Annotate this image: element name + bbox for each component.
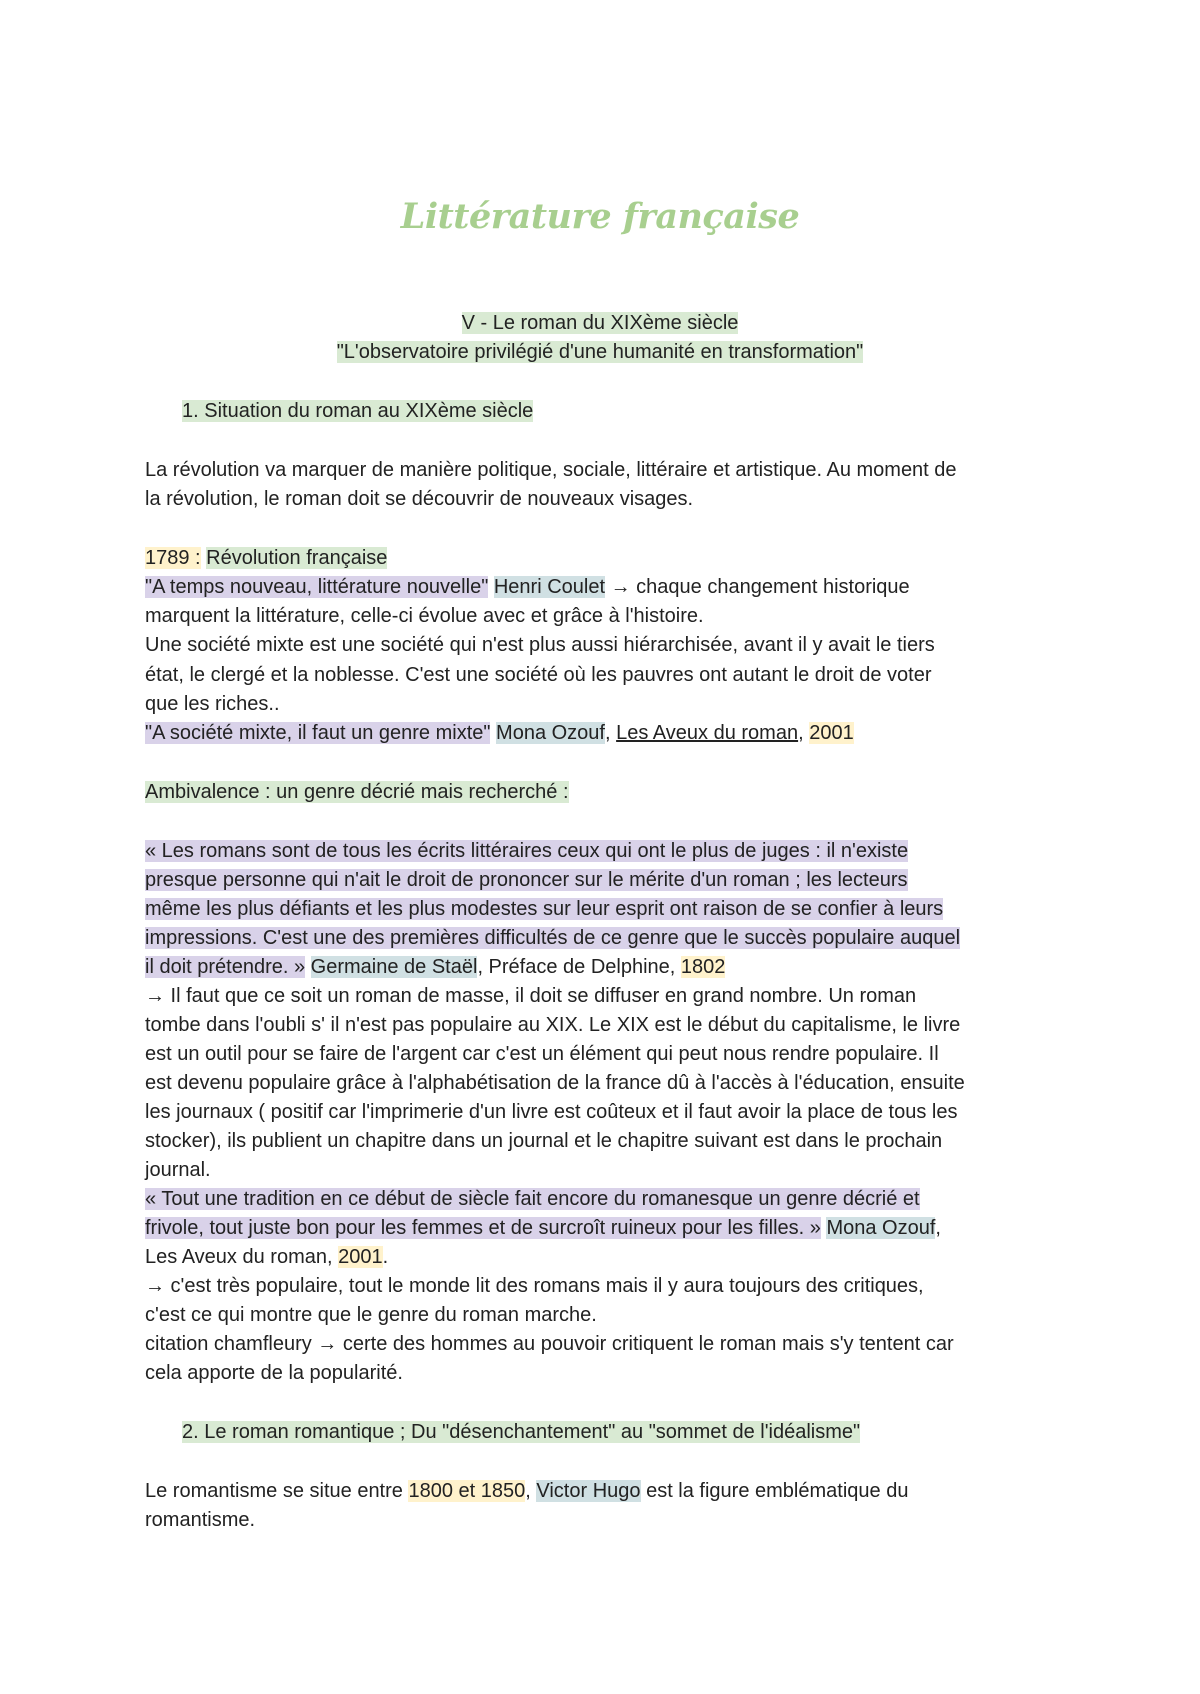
event-highlight: Révolution française (206, 547, 388, 569)
year-highlight: 2001 (338, 1246, 383, 1268)
quote-stael-line-4: impressions. C'est une des premières difficultés de ce genre que le succès populaire auquel (145, 927, 961, 949)
masse-line-7: journal. (145, 1159, 211, 1181)
ambivalence-heading: Ambivalence : un genre décrié mais recherché : (145, 781, 569, 803)
popular-line-3: citation chamfleury → certe des hommes au pouvoir critiquent le roman mais s'y tentent car (145, 1333, 954, 1355)
year-highlight: 1802 (680, 956, 726, 978)
quote-stael-line-1: « Les romans sont de tous les écrits littéraires ceux qui ont le plus de juges : il n'existe (145, 840, 909, 862)
year-highlight: 2001 (809, 722, 854, 744)
popular-line-2: c'est ce qui montre que le genre du roman marche. (145, 1304, 597, 1326)
masse-line-1: → Il faut que ce soit un roman de masse, il doit se diffuser en grand nombre. Un roman (145, 985, 917, 1007)
author-highlight: Mona Ozouf (826, 1217, 936, 1239)
mixte-line-2: état, le clergé et la noblesse. C'est une société où les pauvres ont autant le droit de voter (145, 664, 932, 686)
dates-highlight: 1800 et 1850 (408, 1480, 526, 1502)
quote-coulet-continuation: marquent la littérature, celle-ci évolue avec et grâce à l'histoire. (145, 605, 704, 627)
page-title: Littérature française (400, 196, 800, 237)
quote-stael-line-5: il doit prétendre. » Germaine de Staël, Préface de Delphine, 1802 (145, 956, 726, 978)
section-2-heading: 2. Le roman romantique ; Du "désenchantement" au "sommet de l'idéalisme" (182, 1421, 861, 1443)
masse-line-3: est un outil pour se faire de l'argent car c'est un élément qui peut nous rendre populaire. Il (145, 1043, 939, 1065)
masse-line-5: les journaux ( positif car l'imprimerie d'un livre est coûteux et il faut avoir la place de tous les (145, 1101, 958, 1123)
intro-line-1: La révolution va marquer de manière politique, sociale, littéraire et artistique. Au moment de (145, 459, 957, 481)
quote-highlight: "A temps nouveau, littérature nouvelle" (145, 576, 489, 598)
quote-stael-line-2: presque personne qui n'ait le droit de prononcer sur le mérite d'un roman ; les lecteurs (145, 869, 908, 891)
chapter-heading: V - Le roman du XIXème siècle (461, 312, 739, 334)
romantisme-line-1: Le romantisme se situe entre 1800 et 1850, Victor Hugo est la figure emblématique du (145, 1480, 909, 1502)
revolution-date-line (145, 544, 387, 573)
mixte-line-1: Une société mixte est une société qui n'est plus aussi hiérarchisée, avant il y avait le tiers (145, 634, 935, 656)
popular-line-1: → c'est très populaire, tout le monde lit des romans mais il y aura toujours des critiques, (145, 1275, 924, 1297)
date-highlight: 1789 : (145, 547, 201, 569)
romantisme-line-2: romantisme. (145, 1509, 256, 1531)
intro-line-2: la révolution, le roman doit se découvrir de nouveaux visages. (145, 488, 694, 510)
section-1-heading: 1. Situation du roman au XIXème siècle (182, 400, 534, 422)
popular-line-4: cela apporte de la popularité. (145, 1362, 403, 1384)
masse-line-4: est devenu populaire grâce à l'alphabétisation de la france dû à l'accès à l'éducation, ensuite (145, 1072, 965, 1094)
work-title: Les Aveux du roman (616, 722, 799, 744)
quote-ozouf-line: "A société mixte, il faut un genre mixte" Mona Ozouf, Les Aveux du roman, 2001 (145, 722, 854, 744)
author-highlight: Germaine de Staël (310, 956, 478, 978)
chapter-subtitle: "L'observatoire privilégié d'une humanité en transformation" (336, 341, 864, 363)
author-highlight: Mona Ozouf (496, 722, 605, 744)
masse-line-2: tombe dans l'oubli s' il n'est pas populaire au XIX. Le XIX est le début du capitalisme, le livre (145, 1014, 961, 1036)
quote-highlight: "A société mixte, il faut un genre mixte" (145, 722, 491, 744)
masse-line-6: stocker), ils publient un chapitre dans un journal et le chapitre suivant est dans le prochain (145, 1130, 943, 1152)
mixte-line-3: que les riches.. (145, 693, 280, 715)
quote-tradition-line-2: frivole, tout juste bon pour les femmes et de surcroît ruineux pour les filles. » Mona Ozouf, (145, 1217, 941, 1239)
quote-coulet-line: "A temps nouveau, littérature nouvelle" Henri Coulet → chaque changement historique (145, 576, 910, 598)
quote-stael-line-3: même les plus défiants et les plus modestes sur leur esprit ont raison de se confier à leurs (145, 898, 944, 920)
author-highlight: Henri Coulet (493, 576, 606, 598)
quote-tradition-line-3: Les Aveux du roman, 2001. (145, 1246, 389, 1268)
quote-tradition-line-1: « Tout une tradition en ce début de siècle fait encore du romanesque un genre décrié et (145, 1188, 920, 1210)
author-highlight: Victor Hugo (536, 1480, 641, 1502)
